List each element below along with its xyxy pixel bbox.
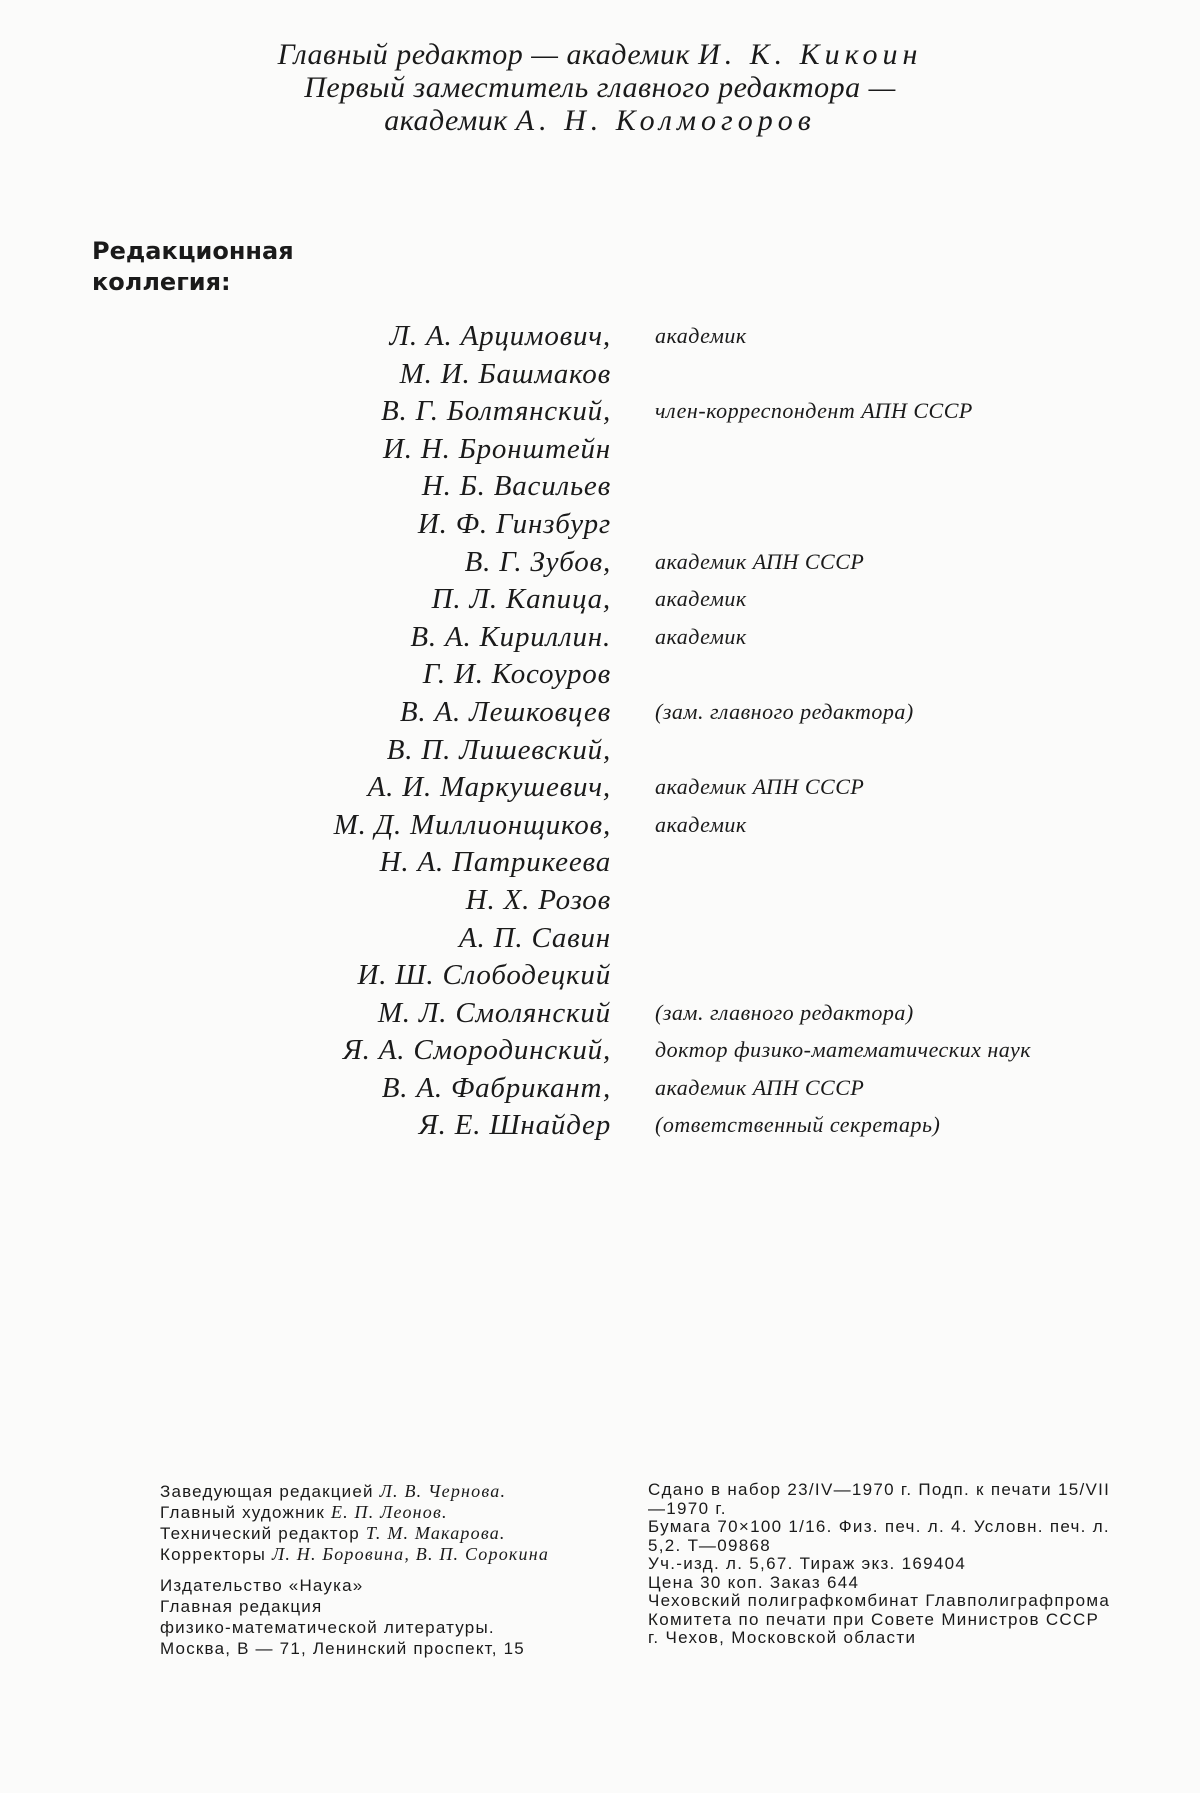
board-member-row (0, 431, 1200, 469)
board-member-row (0, 544, 1200, 582)
editors-header (0, 38, 1200, 137)
board-member-row (0, 1070, 1200, 1108)
board-member-name: В. А. Лешковцев (399, 695, 611, 728)
publisher-dept-1: Главная редакция (160, 1597, 323, 1616)
board-member-row (0, 468, 1200, 506)
print-dates: Сдано в набор 23/IV—1970 г. Подп. к печати 15/VII—1970 г. (648, 1480, 1111, 1518)
deputy-editor-label: академик (384, 104, 508, 137)
board-member-title: (зам. главного редактора) (655, 999, 914, 1025)
board-member-row (0, 356, 1200, 394)
board-member-row (0, 581, 1200, 619)
deputy-editor-name-line (0, 104, 1200, 137)
board-member-row (0, 920, 1200, 958)
chief-editor-line (0, 38, 1200, 71)
publisher-dept-2: физико-математической литературы. (160, 1618, 495, 1637)
board-member-row (0, 506, 1200, 544)
board-member-name: Н. Б. Васильев (421, 470, 611, 503)
board-member-name: А. П. Савин (459, 921, 611, 954)
board-member-name: Л. А. Арцимович, (389, 320, 611, 352)
board-member-title: член-корреспондент АПН СССР (655, 398, 973, 424)
board-member-row (0, 694, 1200, 732)
board-member-row (0, 393, 1200, 431)
chief-editor-label: Главный редактор — академик (277, 38, 691, 71)
circulation: Уч.-изд. л. 5,67. Тираж экз. 169404 (648, 1554, 967, 1573)
board-member-name: Г. И. Косоуров (422, 658, 611, 691)
board-member-row (0, 882, 1200, 920)
board-member-title: академик АПН СССР (655, 548, 865, 574)
board-member-title: (зам. главного редактора) (655, 698, 914, 724)
board-member-name: В. Г. Зубов, (464, 545, 611, 578)
board-member-name: И. Ф. Гинзбург (417, 507, 611, 540)
board-member-row (0, 844, 1200, 882)
board-member-title: академик (655, 323, 747, 348)
paper-format: Бумага 70×100 1/16. Физ. печ. л. 4. Условн. печ. л. 5,2. Т—09868 (648, 1517, 1110, 1555)
board-member-title: академик АПН СССР (655, 1074, 865, 1100)
board-member-name: Я. А. Смородинский, (342, 1034, 611, 1067)
board-member-name: В. А. Фабрикант, (381, 1071, 611, 1104)
publisher-address: Москва, В — 71, Ленинский проспект, 15 (160, 1639, 525, 1658)
artist-credit: Главный художник Е. П. Леонов. (160, 1502, 448, 1522)
board-member-name: И. Ш. Слободецкий (357, 959, 611, 992)
publisher-name: Издательство «Наука» (160, 1576, 364, 1595)
imprint-left (160, 1481, 620, 1659)
imprint-right (648, 1481, 1118, 1648)
board-member-row (0, 995, 1200, 1033)
board-member-row (0, 769, 1200, 807)
board-member-name: В. Г. Болтянский, (380, 395, 611, 428)
board-member-name: В. А. Кириллин. (410, 620, 611, 653)
board-member-name: В. П. Лишевский, (386, 733, 611, 766)
chief-editor-name: И. К. Кикоин (698, 38, 923, 71)
editorial-board-title (92, 236, 294, 298)
board-member-name: Н. А. Патрикеева (379, 846, 611, 879)
board-member-name: М. И. Башмаков (399, 357, 611, 390)
board-title-line2: коллегия: (92, 268, 231, 296)
proofreaders-credit: Корректоры Л. Н. Боровина, В. П. Сорокина (160, 1544, 550, 1564)
board-member-title: академик (655, 811, 747, 837)
board-member-row (0, 807, 1200, 845)
board-member-row (0, 1032, 1200, 1070)
board-member-name: М. Л. Смолянский (377, 996, 611, 1029)
printing-house: Чеховский полиграфкомбинат Главполиграфпрома (648, 1591, 1111, 1610)
board-members-list (0, 318, 1200, 1145)
board-member-title: (ответственный секретарь) (655, 1112, 941, 1138)
board-member-row (0, 619, 1200, 657)
board-member-name: М. Д. Миллионщиков, (333, 808, 611, 841)
board-title-line1: Редакционная (92, 237, 294, 265)
board-member-row (0, 656, 1200, 694)
board-member-name: П. Л. Капица, (431, 583, 611, 616)
tech-editor-credit: Технический редактор Т. М. Макарова. (160, 1523, 506, 1543)
board-member-title: академик (655, 586, 747, 612)
board-member-row (0, 732, 1200, 770)
deputy-editor-line: Первый заместитель главного редактора — (304, 71, 896, 104)
board-member-title: академик АПН СССР (655, 774, 865, 800)
board-member-name: Н. Х. Розов (465, 883, 611, 916)
printing-committee: Комитета по печати при Совете Министров СССР (648, 1609, 1100, 1629)
head-editor-credit: Заведующая редакцией Л. В. Чернова. (160, 1481, 507, 1501)
board-member-row (0, 957, 1200, 995)
board-member-row (0, 1107, 1200, 1145)
board-member-name: А. И. Маркушевич, (367, 771, 611, 804)
board-member-title: доктор физико-математических наук (655, 1037, 1032, 1063)
board-member-title: академик (655, 623, 747, 649)
price-order: Цена 30 коп. Заказ 644 (648, 1572, 860, 1592)
board-member-row (0, 318, 1200, 356)
board-member-name: Я. Е. Шнайдер (418, 1109, 611, 1142)
deputy-editor-name: А. Н. Колмогоров (515, 104, 816, 137)
printing-city: г. Чехов, Московской области (648, 1628, 917, 1647)
board-member-name: И. Н. Бронштейн (383, 432, 611, 465)
